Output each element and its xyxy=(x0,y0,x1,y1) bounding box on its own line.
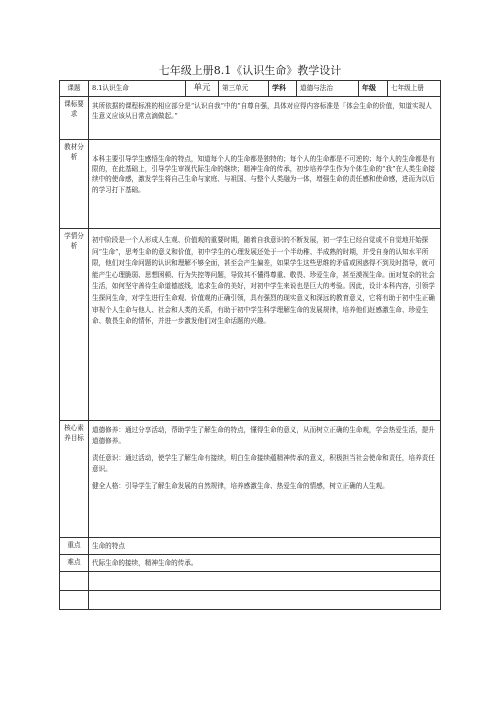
unit-label: 单元 xyxy=(186,81,219,97)
standard-row xyxy=(60,97,441,140)
unit-value: 第三单元 xyxy=(219,81,269,97)
topic-value: 8.1认识生命 xyxy=(89,81,186,97)
empty-cell xyxy=(60,572,89,591)
subject-value: 道德与法治 xyxy=(297,81,359,97)
document-title: 七年级上册8.1《认识生命》教学设计 xyxy=(158,64,342,77)
literacy-cell xyxy=(89,421,441,538)
students-label: 学情分析 xyxy=(60,229,89,421)
standard-text: 其所依据的课程标准的相应部分是“认识自我”中的“自尊自强，具体对应得内容标准是「体会生命的价值，知道实现人生意义应该从日常点滴做起。” xyxy=(89,97,441,140)
empty-cell xyxy=(89,572,441,591)
empty-row xyxy=(60,572,441,591)
key-point-text: 生命的特点 xyxy=(89,538,441,555)
literacy-item-responsibility: 责任意识：通过活动，使学生了解生命有接续，明白生命接续蕴精神传承的意义，积极担当社会使命和责任，培养责任意识。 xyxy=(92,453,435,474)
subject-label: 学科 xyxy=(269,81,297,97)
topic-label: 课题 xyxy=(60,81,89,97)
literacy-row xyxy=(60,421,441,538)
literacy-item-personality: 健全人格：引导学生了解生命发展的自然规律，培养感激生命、热爱生命的情感，树立正确的人生观。 xyxy=(92,481,389,490)
empty-row xyxy=(60,591,441,610)
material-text: 本科主要引导学生感悟生命的特点，知道每个人的生命都是独特的；每个人的生命都是不可逆的；每个人的生命都是有限的，在此基础上，引导学生审视代际生命的继续；精神生命的传承，初步培养学生作为个体生命的“我”在人类生命接续中的使命感，激发学生将自己生命与家庭、与祖国、与整个人类融为一体，增强生命的责任感和使命感，进而为以后的学习打下基础。 xyxy=(89,140,441,229)
grade-label: 年级 xyxy=(359,81,388,97)
literacy-label: 核心素养目标 xyxy=(60,421,89,538)
header-row xyxy=(60,81,441,97)
literacy-item-moral: 道德修养：通过分享活动，帮助学生了解生命的特点，懂得生命的意义，从而树立正确的生命观，学会热爱生活，提升道德修养。 xyxy=(92,426,435,446)
standard-label: 课标要求 xyxy=(60,97,89,140)
key-point-row xyxy=(60,538,441,555)
difficulty-row xyxy=(60,555,441,572)
empty-cell xyxy=(89,591,441,610)
lesson-plan-table xyxy=(59,80,441,610)
students-text: 初中阶段是一个人形成人生观、价值观的重要时期，随着自我意识的不断发展，初一学生已经自觉或不自觉地开始探问“生命”，思考生命的意义和价值，初中学生的心理发展还处于一个半幼稚、半成熟的时期，并受自身的认知水平所限，他们对生命问题的认识和理解不够全面，甚至会产生偏差，如果学生这些思维的矛盾或困惑得不到及时指导，就可能产生心理脆弱、思想困顿、行为失控等问题，导致其不懂得尊重、敬畏、珍爱生命，甚至漠视生命。面对复杂的社会生活，如何坚守善待生命道德底线，追求生命的美好，对初中学生来说也是巨大的考验。因此，设计本科内容，引领学生探问生命，对学生进行生命观、价值观的正确引领，具有强烈的现实意义和深远的教育意义，它将有助于初中生正确审视个人生命与他人、社会和人类的关系，有助于初中学生科学理解生命的发展规律，培养他们赶感激生命、珍爱生命、敬畏生命的情怀，并进一步激发他们对生命话题的兴趣。 xyxy=(89,229,441,421)
material-row xyxy=(60,140,441,229)
material-label: 教材分析 xyxy=(60,140,89,229)
key-point-label: 重点 xyxy=(60,538,89,555)
empty-cell xyxy=(60,591,89,610)
students-row xyxy=(60,229,441,421)
difficulty-label: 难点 xyxy=(60,555,89,572)
grade-value: 七年级上册 xyxy=(388,81,441,97)
difficulty-text: 代际生命的接续，精神生命的传承。 xyxy=(89,555,441,572)
